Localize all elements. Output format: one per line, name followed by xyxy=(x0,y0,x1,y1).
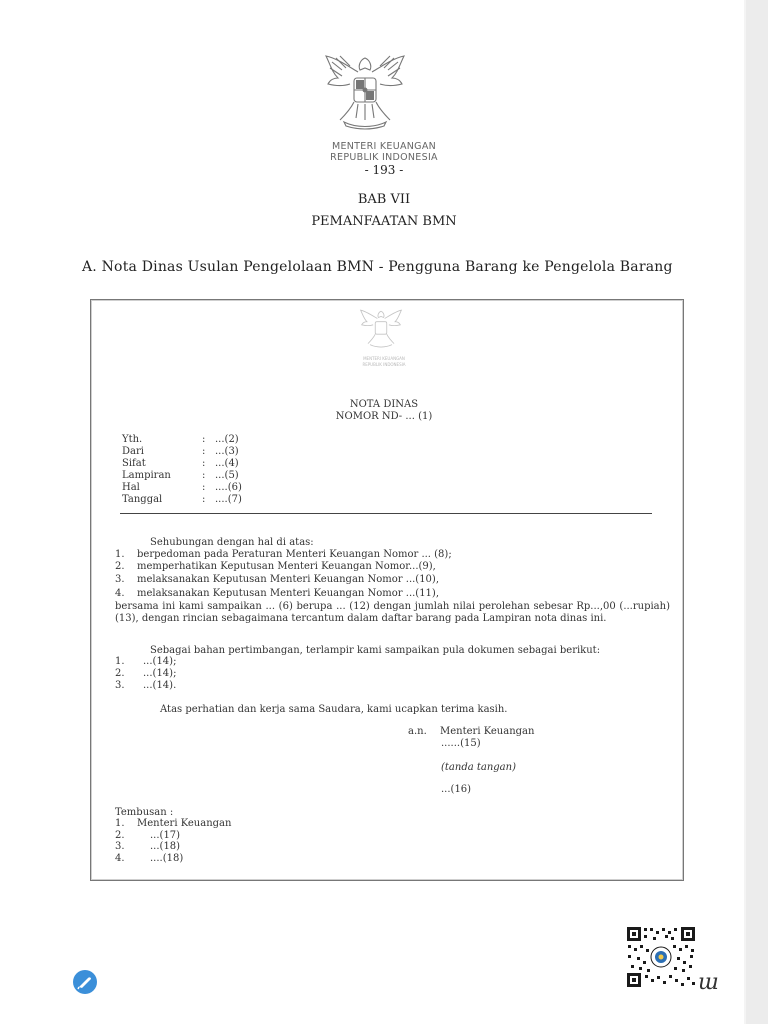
list-number: 4. xyxy=(115,853,125,864)
header-divider xyxy=(120,513,652,514)
page-number: - 193 - xyxy=(364,163,404,177)
handwritten-initial: ɯ xyxy=(698,970,719,995)
field-value-yth: ...(2) xyxy=(215,434,239,445)
field-value-lampiran: ...(5) xyxy=(215,470,239,481)
list-item: ...(14); xyxy=(143,668,177,679)
chapter-title: PEMANFAATAN BMN xyxy=(311,214,457,229)
field-label-lampiran: Lampiran xyxy=(122,470,171,481)
field-value-dari: ...(3) xyxy=(215,446,239,457)
field-colon: : xyxy=(202,494,206,505)
qr-code-icon xyxy=(627,927,695,987)
ministry-name: MENTERI KEUANGAN xyxy=(331,141,437,152)
list-item: memperhatikan Keputusan Menteri Keuangan Nomor...(9), xyxy=(137,561,436,572)
list-item: ...(17) xyxy=(150,830,181,841)
list-number: 1. xyxy=(115,818,125,829)
garuda-watermark-icon xyxy=(356,306,406,352)
list-number: 2. xyxy=(115,668,125,679)
list-item: ...(14). xyxy=(143,680,177,691)
list-item: ....(18) xyxy=(150,853,184,864)
list-item: ...(14); xyxy=(143,656,177,667)
list-item: melaksanakan Keputusan Menteri Keuangan Nomor ...(11), xyxy=(137,588,440,599)
signature-note: (tanda tangan) xyxy=(441,762,516,773)
list-number: 4. xyxy=(115,588,125,599)
list-item: melaksanakan Keputusan Menteri Keuangan Nomor ...(10), xyxy=(137,574,440,585)
field-colon: : xyxy=(202,458,206,469)
form-country-name: REPUBLIK INDONESIA xyxy=(362,362,406,367)
form-ministry-name: MENTERI KEUANGAN xyxy=(363,356,405,361)
list-number: 1. xyxy=(115,549,125,560)
tembusan-label: Tembusan : xyxy=(115,807,174,818)
attachment-intro: Sebagai bahan pertimbangan, terlampir kami sampaikan pula dokumen sebagai berikut: xyxy=(150,645,601,656)
list-number: 3. xyxy=(115,680,125,691)
signature-title: Menteri Keuangan xyxy=(440,726,535,737)
field-label-tanggal: Tanggal xyxy=(122,494,163,505)
list-number: 2. xyxy=(115,561,125,572)
form-title: NOTA DINAS xyxy=(349,399,419,410)
field-value-tanggal: ....(7) xyxy=(215,494,242,505)
list-number: 3. xyxy=(115,841,125,852)
closing-text: Atas perhatian dan kerja sama Saudara, kami ucapkan terima kasih. xyxy=(160,704,508,715)
signature-unit: ......(15) xyxy=(441,738,481,749)
list-item: berpedoman pada Peraturan Menteri Keuangan Nomor ... (8); xyxy=(137,549,452,560)
body-paragraph: bersama ini kami sampaikan ... (6) berupa ... (12) dengan jumlah nilai perolehan sebesar Rp...,00 (...rupiah) (13), dengan rincian sebagaimana tercantum dalam daftar barang pada Lampiran nota dinas ini. xyxy=(115,601,670,624)
field-label-sifat: Sifat xyxy=(122,458,146,469)
feather-pen-icon[interactable] xyxy=(73,970,97,994)
field-label-dari: Dari xyxy=(122,446,144,457)
field-value-hal: ....(6) xyxy=(215,482,242,493)
field-colon: : xyxy=(202,446,206,457)
field-colon: : xyxy=(202,434,206,445)
list-number: 1. xyxy=(115,656,125,667)
chapter-number: BAB VII xyxy=(357,192,411,207)
field-value-sifat: ...(4) xyxy=(215,458,239,469)
field-label-hal: Hal xyxy=(122,482,140,493)
country-name: REPUBLIK INDONESIA xyxy=(330,152,438,163)
garuda-emblem-icon xyxy=(320,48,410,136)
field-colon: : xyxy=(202,482,206,493)
field-colon: : xyxy=(202,470,206,481)
intro-text: Sehubungan dengan hal di atas: xyxy=(150,537,314,548)
signature-an: a.n. xyxy=(408,726,427,737)
signature-name: ...(16) xyxy=(441,784,472,795)
form-number: NOMOR ND- ... (1) xyxy=(335,411,433,422)
list-item: ...(18) xyxy=(150,841,181,852)
list-number: 3. xyxy=(115,574,125,585)
section-title: A. Nota Dinas Usulan Pengelolaan BMN - Pengguna Barang ke Pengelola Barang xyxy=(82,259,673,275)
field-label-yth: Yth. xyxy=(122,434,143,445)
list-item: Menteri Keuangan xyxy=(137,818,232,829)
list-number: 2. xyxy=(115,830,125,841)
